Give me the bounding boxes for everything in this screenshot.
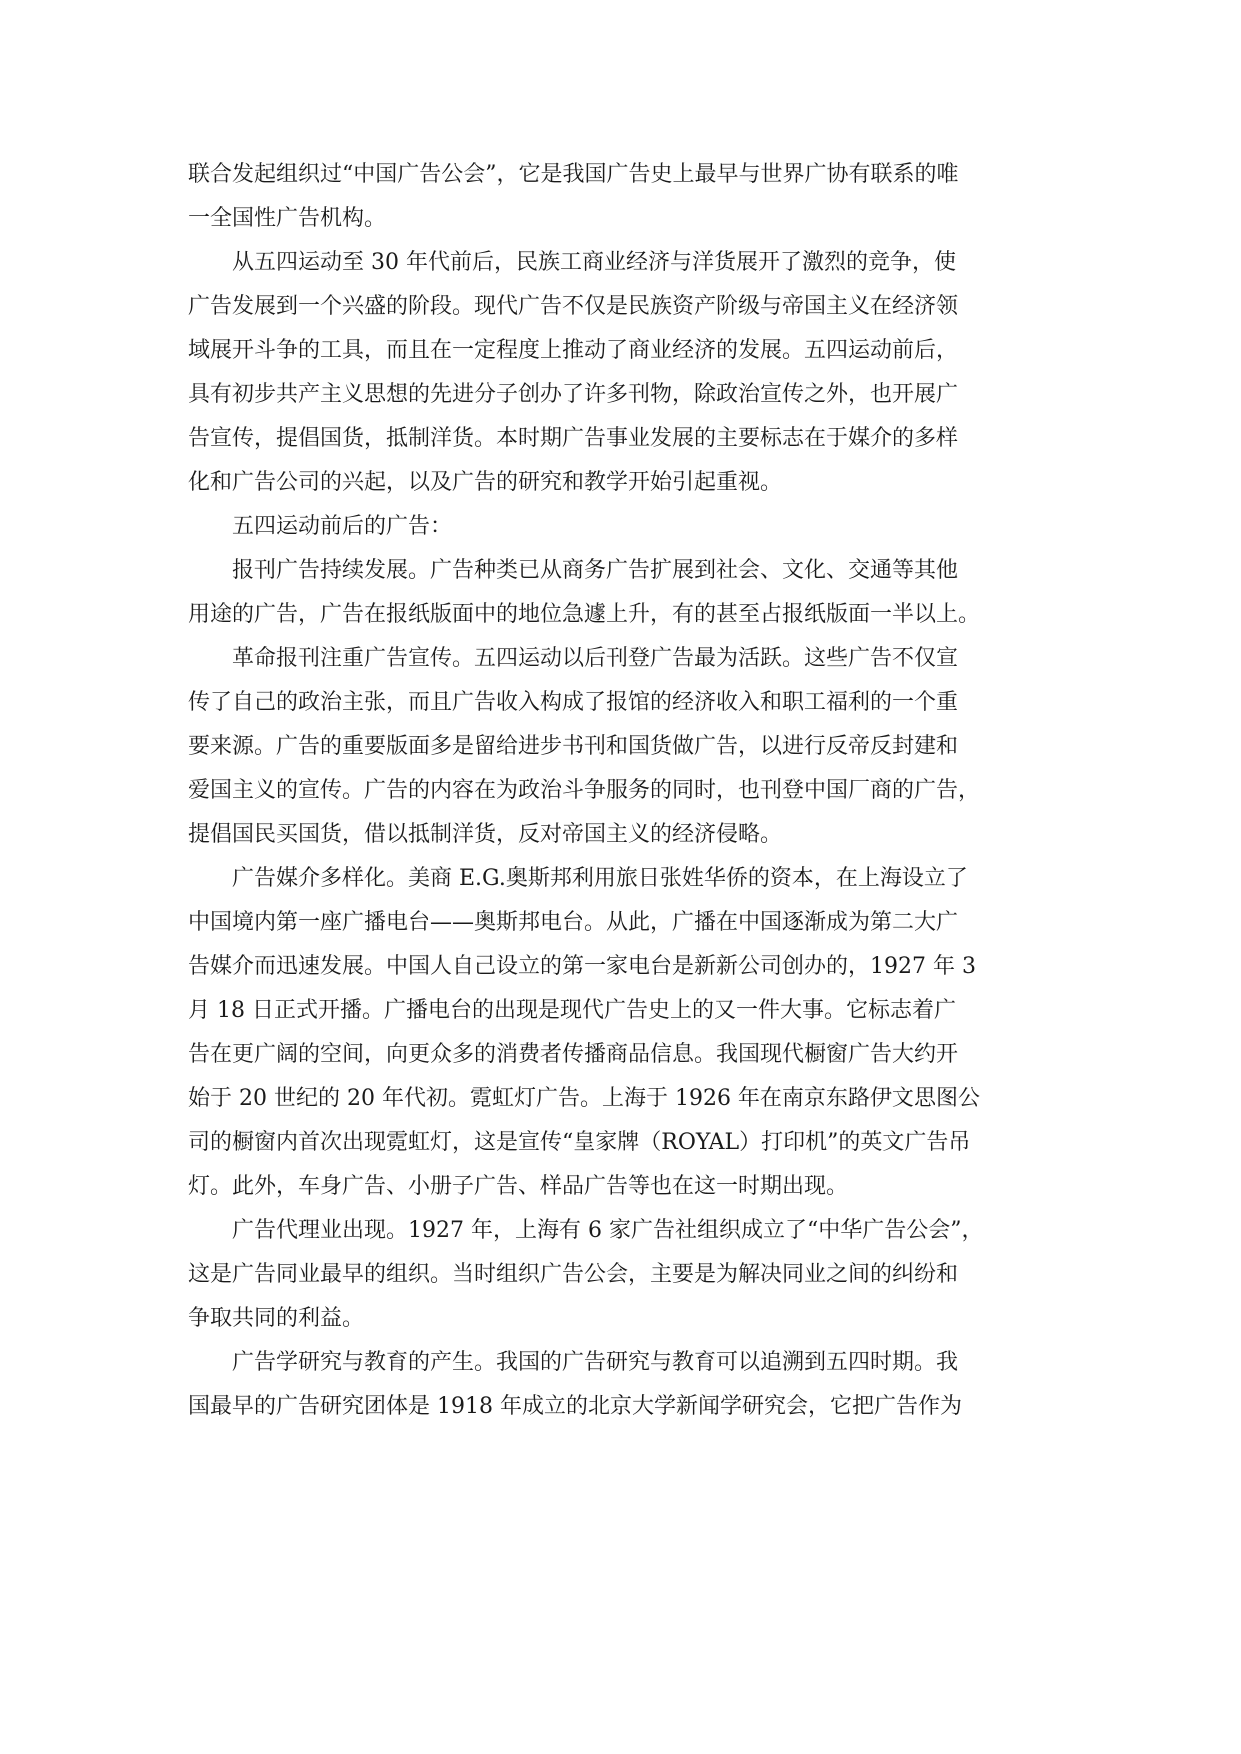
paragraph-revolutionary-press: [188, 637, 1068, 857]
text-line: 具有初步共产主义思想的先进分子创办了许多刊物，除政治宣传之外，也开展广: [188, 382, 959, 407]
text-line: 联合发起组织过“中国广告公会”，它是我国广告史上最早与世界广协有联系的唯: [188, 162, 959, 187]
text-line: 告媒介而迅速发展。中国人自己设立的第一家电台是新新公司创办的，1927 年 3: [188, 954, 976, 979]
text-line: 告宣传，提倡国货，抵制洋货。本时期广告事业发展的主要标志在于媒介的多样: [188, 426, 959, 451]
text-line: 始于 20 世纪的 20 年代初。霓虹灯广告。上海于 1926 年在南京东路伊文思图公: [188, 1086, 980, 1111]
section-heading: [188, 505, 1068, 549]
text-line: 要来源。广告的重要版面多是留给进步书刊和国货做广告，以进行反帝反封建和: [188, 734, 959, 759]
paragraph-continuation: [188, 153, 1068, 241]
text-line: 提倡国民买国货，借以抵制洋货，反对帝国主义的经济侵略。: [188, 822, 783, 847]
text-line: 广告媒介多样化。美商 E.G.奥斯邦利用旅日张姓华侨的资本，在上海设立了: [232, 866, 968, 891]
document-body: [188, 153, 1068, 1429]
text-line: 广告代理业出现。1927 年，上海有 6 家广告社组织成立了“中华广告公会”，: [232, 1218, 984, 1243]
text-line: 国最早的广告研究团体是 1918 年成立的北京大学新闻学研究会，它把广告作为: [188, 1394, 962, 1419]
text-line: 广告学研究与教育的产生。我国的广告研究与教育可以追溯到五四时期。我: [232, 1350, 959, 1375]
text-line: 五四运动前后的广告：: [232, 514, 453, 539]
text-line: 广告发展到一个兴盛的阶段。现代广告不仅是民族资产阶级与帝国主义在经济领: [188, 294, 959, 319]
paragraph-newspaper-ads: [188, 549, 1068, 637]
text-line: 传了自己的政治主张，而且广告收入构成了报馆的经济收入和职工福利的一个重: [188, 690, 959, 715]
paragraph-media-diversification: [188, 857, 1068, 1209]
paragraph-research-education: [188, 1341, 1068, 1429]
text-line: 爱国主义的宣传。广告的内容在为政治斗争服务的同时，也刊登中国厂商的广告，: [188, 778, 981, 803]
text-line: 化和广告公司的兴起，以及广告的研究和教学开始引起重视。: [188, 470, 783, 495]
text-line: 这是广告同业最早的组织。当时组织广告公会，主要是为解决同业之间的纠纷和: [188, 1262, 959, 1287]
text-line: 司的橱窗内首次出现霓虹灯，这是宣传“皇家牌（ROYAL）打印机”的英文广告吊: [188, 1130, 971, 1155]
paragraph-may-fourth-overview: [188, 241, 1068, 505]
text-line: 用途的广告，广告在报纸版面中的地位急遽上升，有的甚至占报纸版面一半以上。: [188, 602, 981, 627]
paragraph-agency-industry: [188, 1209, 1068, 1341]
text-line: 月 18 日正式开播。广播电台的出现是现代广告史上的又一件大事。它标志着广: [188, 998, 956, 1023]
text-line: 争取共同的利益。: [188, 1306, 365, 1331]
text-line: 报刊广告持续发展。广告种类已从商务广告扩展到社会、文化、交通等其他: [232, 558, 959, 583]
text-line: 革命报刊注重广告宣传。五四运动以后刊登广告最为活跃。这些广告不仅宣: [232, 646, 959, 671]
text-line: 告在更广阔的空间，向更众多的消费者传播商品信息。我国现代橱窗广告大约开: [188, 1042, 959, 1067]
text-line: 一全国性广告机构。: [188, 206, 387, 231]
text-line: 灯。此外，车身广告、小册子广告、样品广告等也在这一时期出现。: [188, 1174, 849, 1199]
text-line: 域展开斗争的工具，而且在一定程度上推动了商业经济的发展。五四运动前后，: [188, 338, 959, 363]
text-line: 从五四运动至 30 年代前后，民族工商业经济与洋货展开了激烈的竞争，使: [232, 250, 956, 275]
text-line: 中国境内第一座广播电台——奥斯邦电台。从此，广播在中国逐渐成为第二大广: [188, 910, 959, 935]
